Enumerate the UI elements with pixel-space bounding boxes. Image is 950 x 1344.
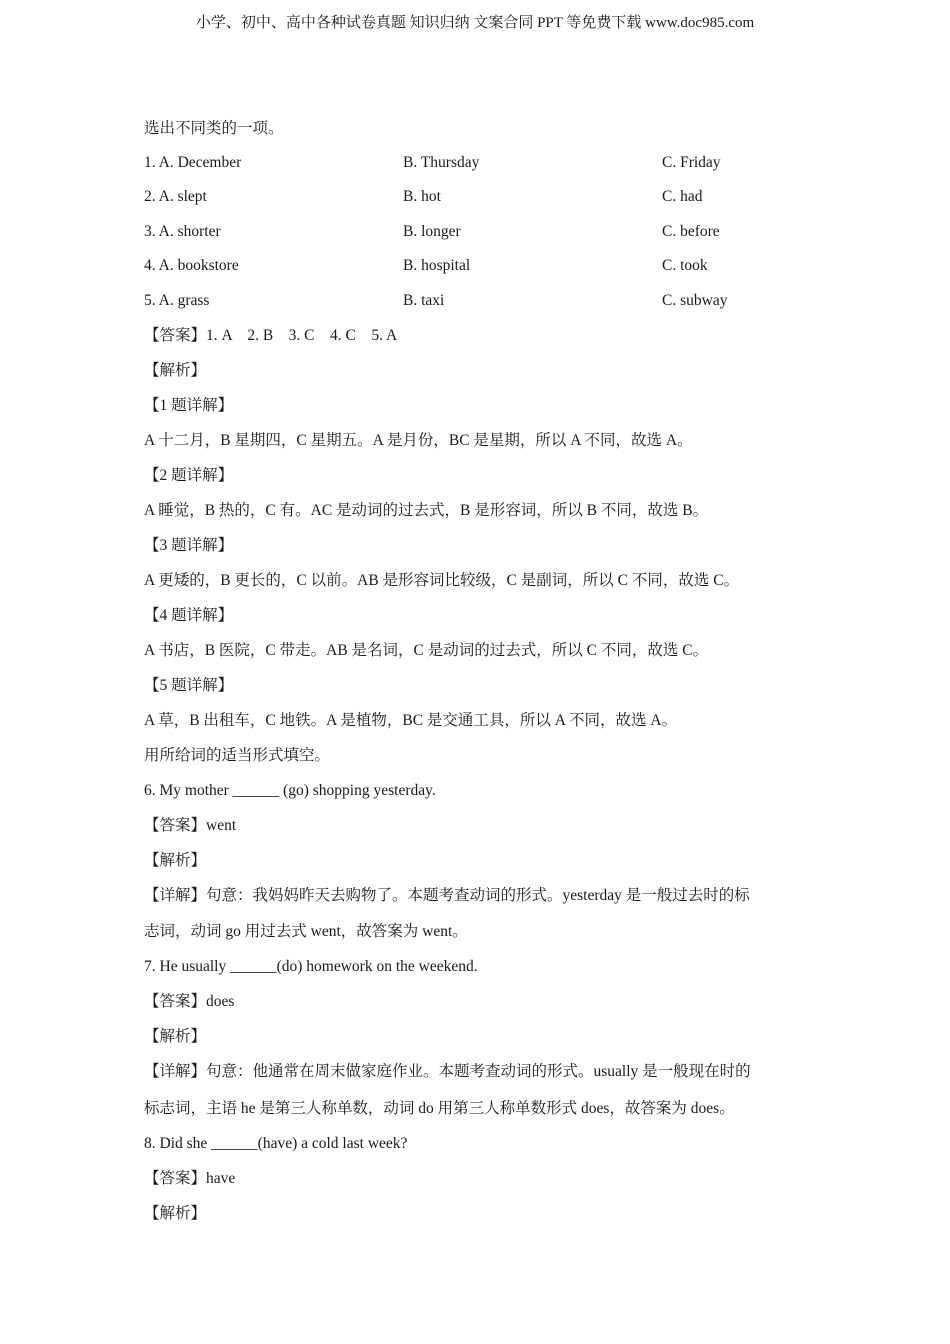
detail-text-3: A 更矮的，B 更长的，C 以前。AB 是形容词比较级，C 是副词，所以 C 不同，故选 C。	[144, 572, 740, 589]
option-c: C. took	[662, 257, 708, 274]
answer-6: 【答案】went	[144, 817, 237, 834]
analysis-7: 【解析】	[144, 1028, 207, 1045]
answer-7: 【答案】does	[144, 993, 235, 1010]
option-b: B. taxi	[403, 292, 445, 309]
answer-line: 【答案】1. A 2. B 3. C 4. C 5. A	[144, 327, 398, 344]
detail-7-line1: 【详解】句意：他通常在周末做家庭作业。本题考查动词的形式。usually 是一般现在时的	[144, 1063, 751, 1080]
detail-text-1: A 十二月，B 星期四，C 星期五。A 是月份，BC 是星期，所以 A 不同，故选 A。	[144, 432, 693, 449]
option-b: B. Thursday	[403, 154, 480, 171]
option-a: 2. A. slept	[144, 188, 207, 205]
option-a: 3. A. shorter	[144, 223, 221, 240]
detail-6-line1: 【详解】句意：我妈妈昨天去购物了。本题考查动词的形式。yesterday 是一般过去时的标	[144, 887, 750, 904]
page-header: 小学、初中、高中各种试卷真题 知识归纳 文案合同 PPT 等免费下载 www.doc985.com	[195, 15, 755, 31]
option-c: C. Friday	[662, 154, 721, 171]
answer-8: 【答案】have	[144, 1170, 236, 1187]
detail-title-5: 【5 题详解】	[144, 677, 234, 694]
option-b: B. hospital	[403, 257, 471, 274]
detail-title-1: 【1 题详解】	[144, 397, 234, 414]
option-a: 4. A. bookstore	[144, 257, 239, 274]
question-7: 7. He usually ______(do) homework on the weekend.	[144, 958, 478, 975]
question-8: 8. Did she ______(have) a cold last week?	[144, 1135, 408, 1152]
section1-instruction: 选出不同类的一项。	[144, 120, 284, 137]
option-b: B. longer	[403, 223, 461, 240]
option-b: B. hot	[403, 188, 441, 205]
detail-7-line2: 标志词，主语 he 是第三人称单数，动词 do 用第三人称单数形式 does，故答案为 does。	[144, 1100, 735, 1117]
detail-text-5: A 草，B 出租车，C 地铁。A 是植物，BC 是交通工具，所以 A 不同，故选 A。	[144, 712, 678, 729]
option-c: C. had	[662, 188, 703, 205]
section2-instruction: 用所给词的适当形式填空。	[144, 747, 331, 764]
detail-title-3: 【3 题详解】	[144, 537, 234, 554]
option-c: C. before	[662, 223, 720, 240]
detail-title-4: 【4 题详解】	[144, 607, 234, 624]
detail-6-line2: 志词，动词 go 用过去式 went，故答案为 went。	[144, 923, 468, 940]
detail-text-4: A 书店，B 医院，C 带走。AB 是名词，C 是动词的过去式，所以 C 不同，故选 C。	[144, 642, 709, 659]
analysis-label: 【解析】	[144, 362, 207, 379]
option-c: C. subway	[662, 292, 728, 309]
detail-text-2: A 睡觉，B 热的，C 有。AC 是动词的过去式，B 是形容词，所以 B 不同，故选 B。	[144, 502, 709, 519]
analysis-6: 【解析】	[144, 852, 207, 869]
option-a: 5. A. grass	[144, 292, 210, 309]
option-a: 1. A. December	[144, 154, 242, 171]
analysis-8: 【解析】	[144, 1205, 207, 1222]
detail-title-2: 【2 题详解】	[144, 467, 234, 484]
question-6: 6. My mother ______ (go) shopping yesterday.	[144, 782, 436, 799]
